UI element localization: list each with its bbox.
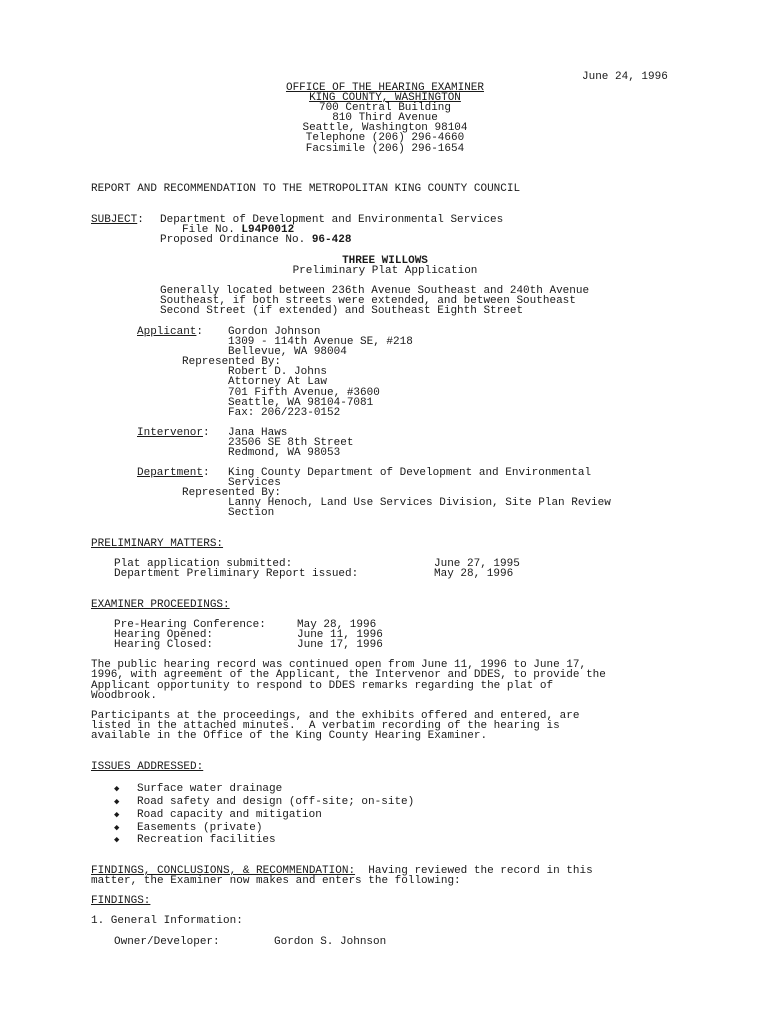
department-rep-label: Represented By: xyxy=(182,487,282,499)
issue-text: Road capacity and mitigation xyxy=(137,809,322,821)
department-colon: : xyxy=(203,467,210,479)
participants-paragraph-line: Participants at the proceedings, and the exhibits offered and entered, are xyxy=(91,710,580,722)
bullet-diamond-icon: ◆ xyxy=(114,797,120,807)
issues-heading: ISSUES ADDRESSED: xyxy=(91,761,204,773)
ordinance-number: 96-428 xyxy=(311,234,352,246)
department-rep-line: Lanny Henoch, Land Use Services Division, Site Plan Review xyxy=(228,497,611,509)
city-address: Seattle, Washington 98104 xyxy=(302,122,468,134)
fcr-text: Having reviewed the record in this xyxy=(355,865,593,877)
applicant-label-line xyxy=(137,327,203,338)
department-line: Services xyxy=(228,477,281,489)
preliminary-label: Plat application submitted: xyxy=(114,558,293,570)
applicant-line: Bellevue, WA 98004 xyxy=(228,346,347,358)
proceedings-paragraph-line: Applicant opportunity to respond to DDES remarks regarding the plat of xyxy=(91,680,554,692)
proceedings-label: Hearing Closed: xyxy=(114,639,214,651)
owner-label: Owner/Developer: xyxy=(114,936,220,948)
preliminary-heading: PRELIMINARY MATTERS: xyxy=(91,538,224,550)
proceedings-value: June 17, 1996 xyxy=(297,639,383,651)
street-address: 810 Third Avenue xyxy=(332,112,438,124)
county-name: KING COUNTY, WASHINGTON xyxy=(309,92,461,104)
applicant-colon: : xyxy=(196,326,204,338)
intervenor-line: 23506 SE 8th Street xyxy=(228,437,354,449)
applicant-rep-line: Robert D. Johns xyxy=(228,366,328,378)
location-line: Generally located between 236th Avenue Southeast and 240th Avenue xyxy=(160,285,590,297)
facsimile: Facsimile (206) 296-1654 xyxy=(305,143,465,155)
applicant-rep-line: Attorney At Law xyxy=(228,376,328,388)
applicant-rep-line: 701 Fifth Avenue, #3600 xyxy=(228,387,380,399)
department-label-line xyxy=(137,468,210,479)
fcr-line2: matter, the Examiner now makes and enters the following: xyxy=(91,875,461,887)
subject-colon: : xyxy=(137,214,144,226)
ordinance-label: Proposed Ordinance No. xyxy=(160,234,312,246)
intervenor-label-line xyxy=(137,428,210,439)
bullet-diamond-icon: ◆ xyxy=(114,784,120,794)
issue-text: Road safety and design (off-site; on-site) xyxy=(137,796,415,808)
preliminary-value: May 28, 1996 xyxy=(434,568,514,580)
department-line: King County Department of Development and Environmental xyxy=(228,467,592,479)
subject-label: SUBJECT xyxy=(91,214,138,226)
department-rep-line: Section xyxy=(228,507,275,519)
participants-paragraph-line: listed in the attached minutes. A verbatim recording of the hearing is xyxy=(91,720,560,732)
bullet-diamond-icon: ◆ xyxy=(114,810,120,820)
project-type: Preliminary Plat Application xyxy=(292,265,478,277)
subject-label-line xyxy=(91,215,144,226)
subject-line1: Department of Development and Environmental Services xyxy=(160,214,504,226)
applicant-rep-line: Fax: 206/223-0152 xyxy=(228,407,341,419)
office-title: OFFICE OF THE HEARING EXAMINER xyxy=(285,82,485,94)
intervenor-line: Jana Haws xyxy=(228,427,288,439)
preliminary-value: June 27, 1995 xyxy=(434,558,520,570)
applicant-label: Applicant xyxy=(137,326,197,338)
issue-text: Recreation facilities xyxy=(137,834,276,846)
file-label: File No. xyxy=(182,224,242,236)
building-address: 700 Central Building xyxy=(318,102,452,114)
file-number: L94P0012 xyxy=(241,224,295,236)
project-name: THREE WILLOWS xyxy=(342,255,428,267)
proceedings-paragraph-line: The public hearing record was continued open from June 11, 1996 to June 17, xyxy=(91,659,587,671)
applicant-rep-line: Seattle, WA 98104-7081 xyxy=(228,397,374,409)
report-title: REPORT AND RECOMMENDATION TO THE METROPOLITAN KING COUNTY COUNCIL xyxy=(91,183,521,195)
intervenor-line: Redmond, WA 98053 xyxy=(228,447,341,459)
bullet-diamond-icon: ◆ xyxy=(114,823,120,833)
intervenor-label: Intervenor xyxy=(137,427,204,439)
location-line: Southeast, if both streets were extended, and between Southeast xyxy=(160,295,576,307)
owner-value: Gordon S. Johnson xyxy=(274,936,387,948)
location-line: Second Street (if extended) and Southeast Eighth Street xyxy=(160,305,524,317)
ordinance-line xyxy=(160,235,351,246)
fcr-heading: FINDINGS, CONCLUSIONS, & RECOMMENDATION: xyxy=(91,865,356,877)
intervenor-colon: : xyxy=(203,427,210,439)
findings-heading: FINDINGS: xyxy=(91,895,151,907)
proceedings-value: May 28, 1996 xyxy=(297,619,377,631)
issue-text: Easements (private) xyxy=(137,822,263,834)
participants-paragraph-line: available in the Office of the King County Hearing Examiner. xyxy=(91,730,488,742)
proceedings-paragraph-line: 1996, with agreement of the Applicant, the Intervenor and DDES, to provide the xyxy=(91,669,606,681)
applicant-line: Gordon Johnson xyxy=(228,326,321,338)
telephone: Telephone (206) 296-4660 xyxy=(305,132,465,144)
issue-text: Surface water drainage xyxy=(137,783,283,795)
document-date: June 24, 1996 xyxy=(582,71,668,83)
proceedings-paragraph-line: Woodbrook. xyxy=(91,690,158,702)
applicant-line: 1309 - 114th Avenue SE, #218 xyxy=(228,336,413,348)
applicant-rep-label: Represented By: xyxy=(182,356,282,368)
bullet-diamond-icon: ◆ xyxy=(114,835,120,845)
proceedings-heading: EXAMINER PROCEEDINGS: xyxy=(91,599,230,611)
preliminary-label: Department Preliminary Report issued: xyxy=(114,568,359,580)
proceedings-label: Hearing Opened: xyxy=(114,629,214,641)
proceedings-value: June 11, 1996 xyxy=(297,629,383,641)
proceedings-label: Pre-Hearing Conference: xyxy=(114,619,266,631)
department-label: Department xyxy=(137,467,204,479)
finding-item: 1. General Information: xyxy=(91,915,243,927)
